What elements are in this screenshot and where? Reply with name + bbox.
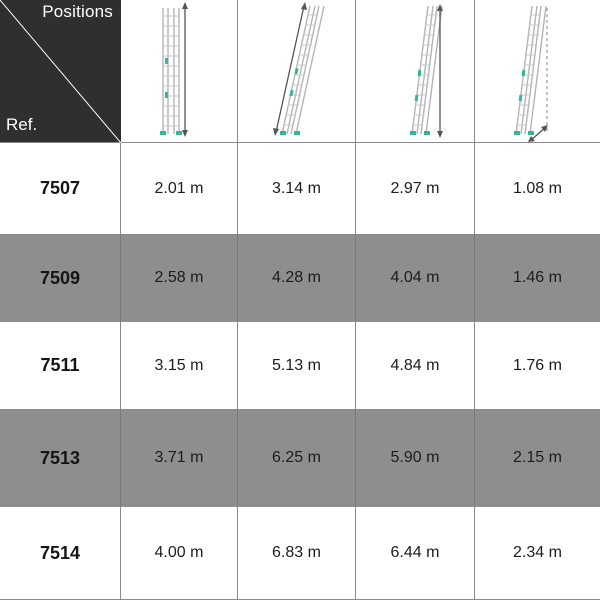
ladder-base-distance-icon [476,0,600,142]
value-cell-extended: 6.83 m [238,507,356,600]
value-cell-leaning: 4.84 m [356,322,475,410]
value-cell-extended: 4.28 m [238,235,356,322]
ref-header-label: Ref. [6,115,38,134]
value-cell-leaning: 2.97 m [356,143,475,235]
position-header-extended [238,0,356,143]
positions-header-label: Positions [42,2,113,21]
position-header-base-distance [475,0,600,143]
value-cell-leaning: 5.90 m [356,410,475,507]
value-cell-leaning: 4.04 m [356,235,475,322]
value-cell-extended: 5.13 m [238,322,356,410]
ref-cell: 7509 [0,235,121,322]
ladder-leaning-height-icon [356,0,474,142]
value-cell-stored: 2.01 m [121,143,238,235]
position-header-leaning [356,0,475,143]
ref-cell: 7513 [0,410,121,507]
ladder-extended-height-icon [238,0,355,142]
value-cell-base-distance: 2.15 m [475,410,600,507]
value-cell-stored: 3.71 m [121,410,238,507]
ref-cell: 7511 [0,322,121,410]
value-cell-stored: 3.15 m [121,322,238,410]
value-cell-base-distance: 2.34 m [475,507,600,600]
value-cell-base-distance: 1.46 m [475,235,600,322]
value-cell-base-distance: 1.08 m [475,143,600,235]
value-cell-leaning: 6.44 m [356,507,475,600]
position-header-stored [121,0,238,143]
ref-cell: 7514 [0,507,121,600]
value-cell-base-distance: 1.76 m [475,322,600,410]
table-corner-header [0,0,121,143]
value-cell-stored: 4.00 m [121,507,238,600]
value-cell-stored: 2.58 m [121,235,238,322]
value-cell-extended: 3.14 m [238,143,356,235]
ladder-stored-height-icon [121,0,237,142]
value-cell-extended: 6.25 m [238,410,356,507]
ref-cell: 7507 [0,143,121,235]
